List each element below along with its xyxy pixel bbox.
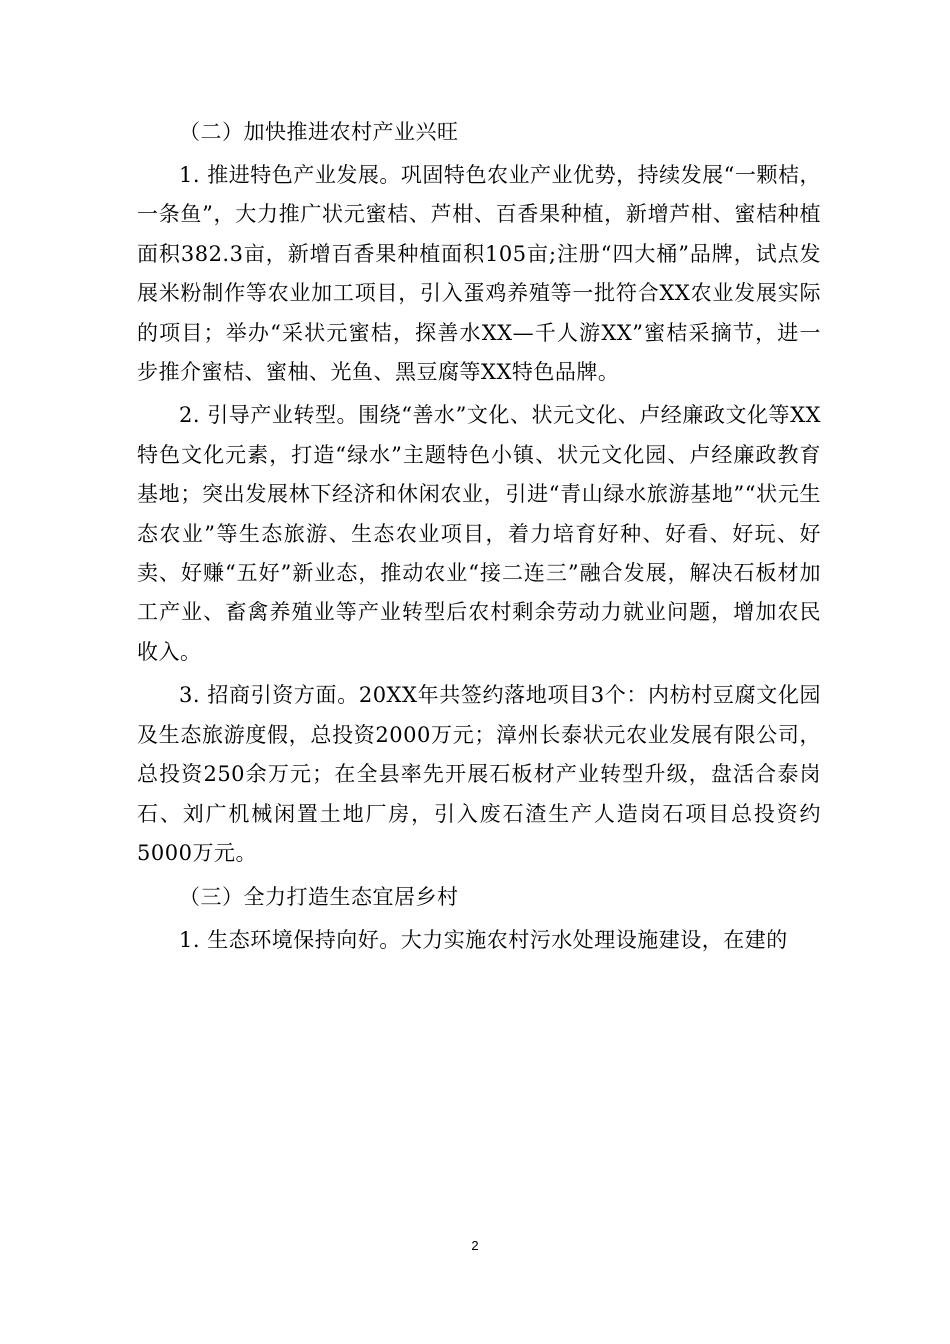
document-body — [137, 112, 821, 961]
page-number: 2 — [471, 1238, 479, 1253]
paragraph-investment-attraction: 3. 招商引资方面。20XX年共签约落地项目3个：内枋村豆腐文化园及生态旅游度假，总投资2000万元；漳州长泰状元农业发展有限公司，总投资250余万元；在全县率先开展石板材产业转型升级，盘活合泰岗石、刘广机械闲置土地厂房，引入废石渣生产人造岗石项目总投资约5000万元。 — [137, 683, 821, 865]
section-heading-ecological-village: （三）全力打造生态宜居乡村 — [179, 885, 459, 910]
paragraph-specialty-industry: 1. 推进特色产业发展。巩固特色农业产业优势，持续发展“一颗桔，一条鱼”，大力推广状元蜜桔、芦柑、百香果种植，新增芦柑、蜜桔种植面积382.3亩，新增百香果种植面积105亩;注册“四大桶”品牌，试点发展米粉制作等农业加工项目，引入蛋鸡养殖等一批符合XX农业发展实际的项目；举办“采状元蜜桔，探善水XX—千人游XX”蜜桔采摘节，进一步推介蜜桔、蜜柚、光鱼、黑豆腐等XX特色品牌。 — [137, 163, 821, 385]
paragraph-ecological-environment: 1. 生态环境保持向好。大力实施农村污水处理设施建设，在建的 — [179, 928, 788, 953]
section-heading-rural-industry: （二）加快推进农村产业兴旺 — [179, 120, 459, 144]
paragraph-industry-transformation: 2. 引导产业转型。围绕“善水”文化、状元文化、卢经廉政文化等XX特色文化元素，打造“绿水”主题特色小镇、状元文化园、卢经廉政教育基地；突出发展林下经济和休闲农业，引进“青山绿水旅游基地”“状元生态农业”等生态旅游、生态农业项目，着力培育好种、好看、好玩、好卖、好赚“五好”新业态，推动农业“接二连三”融合发展，解决石板材加工产业、畜禽养殖业等产业转型后农村剩余劳动力就业问题，增加农民收入。 — [137, 403, 821, 664]
